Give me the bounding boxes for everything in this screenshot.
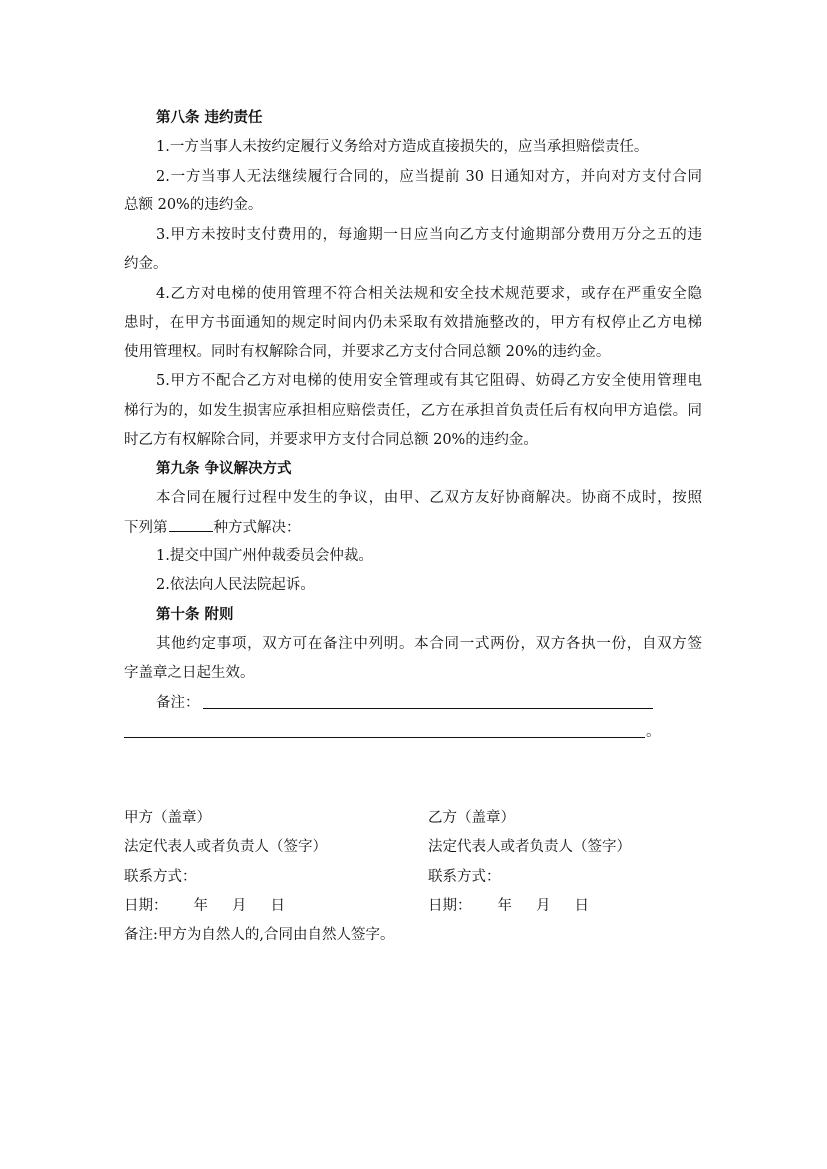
remark-label: 备注： — [156, 695, 200, 711]
party-a-date-day: 日 — [270, 898, 285, 914]
party-a-date — [124, 896, 285, 916]
article-10-para-line-1: 其他约定事项，双方可在备注中列明。本合同一式两份，双方各执一份，自双方签 — [156, 636, 702, 652]
remark-line-1[interactable] — [203, 708, 653, 709]
article-9-option-2: 2.依法向人民法院起诉。 — [156, 577, 315, 593]
remark-line-2[interactable] — [124, 737, 645, 738]
party-b-seal: 乙方（盖章） — [428, 810, 515, 826]
party-a-date-label: 日期： — [124, 898, 168, 914]
article-10-title: 第十条 附则 — [156, 606, 234, 623]
party-b-representative: 法定代表人或者负责人（签字） — [428, 839, 631, 855]
remark-end-mark: 。 — [646, 724, 661, 740]
article-8-clause-3-line-1: 3.甲方未按时支付费用的，每逾期一日应当向乙方支付逾期部分费用万分之五的违 — [156, 227, 702, 243]
party-a-date-year: 年 — [193, 898, 208, 914]
article-9-text-after-blank: 种方式解决： — [213, 520, 301, 536]
party-a-contact: 联系方式： — [124, 869, 197, 885]
party-b-date-label: 日期： — [428, 898, 472, 914]
article-9-para-line-2 — [124, 517, 702, 538]
party-b-date — [428, 896, 589, 916]
article-8-clause-5-line-1: 5.甲方不配合乙方对电梯的使用安全管理或有其它阻碍、妨碍乙方安全使用管理电 — [156, 373, 702, 389]
party-b-date-year: 年 — [497, 898, 512, 914]
article-8-title: 第八条 违约责任 — [156, 109, 263, 126]
article-8-clause-3-line-2: 约金。 — [124, 256, 168, 272]
article-9-para-line-1: 本合同在履行过程中发生的争议，由甲、乙双方友好协商解决。协商不成时，按照 — [156, 490, 702, 506]
article-9-text-before-blank: 下列第 — [124, 520, 168, 536]
article-8-clause-1: 1.一方当事人未按约定履行义务给对方造成直接损失的，应当承担赔偿责任。 — [156, 139, 649, 155]
party-b-date-month: 月 — [536, 898, 551, 914]
party-b-contact: 联系方式： — [428, 869, 501, 885]
article-8-clause-2-line-2: 总额 20%的违约金。 — [124, 197, 263, 213]
article-8-clause-5-line-2: 梯行为的，如发生损害应承担相应赔偿责任，乙方在承担首负责任后有权向甲方追偿。同 — [124, 403, 702, 419]
party-a-representative: 法定代表人或者负责人（签字） — [124, 839, 327, 855]
article-10-para-line-2: 字盖章之日起生效。 — [124, 665, 255, 681]
dispute-method-blank[interactable] — [169, 517, 213, 532]
article-8-clause-4-line-2: 患时，在甲方书面通知的规定时间内仍未采取有效措施整改的，甲方有权停止乙方电梯 — [124, 315, 702, 331]
article-8-clause-2-line-1: 2.一方当事人无法继续履行合同的，应当提前 30 日通知对方，并向对方支付合同 — [156, 169, 702, 185]
article-8-clause-4-line-1: 4.乙方对电梯的使用管理不符合相关法规和安全技术规范要求，或存在严重安全隐 — [156, 286, 702, 302]
party-a-seal: 甲方（盖章） — [124, 810, 211, 826]
signature-note: 备注:甲方为自然人的,合同由自然人签字。 — [124, 927, 395, 943]
article-9-title: 第九条 争议解决方式 — [156, 460, 292, 477]
article-9-option-1: 1.提交中国广州仲裁委员会仲裁。 — [156, 548, 373, 564]
article-8-clause-4-line-3: 使用管理权。同时有权解除合同，并要求乙方支付合同总额 20%的违约金。 — [124, 344, 611, 360]
article-8-clause-5-line-3: 时乙方有权解除合同，并要求甲方支付合同总额 20%的违约金。 — [124, 432, 538, 448]
party-b-date-day: 日 — [574, 898, 589, 914]
party-a-date-month: 月 — [232, 898, 247, 914]
